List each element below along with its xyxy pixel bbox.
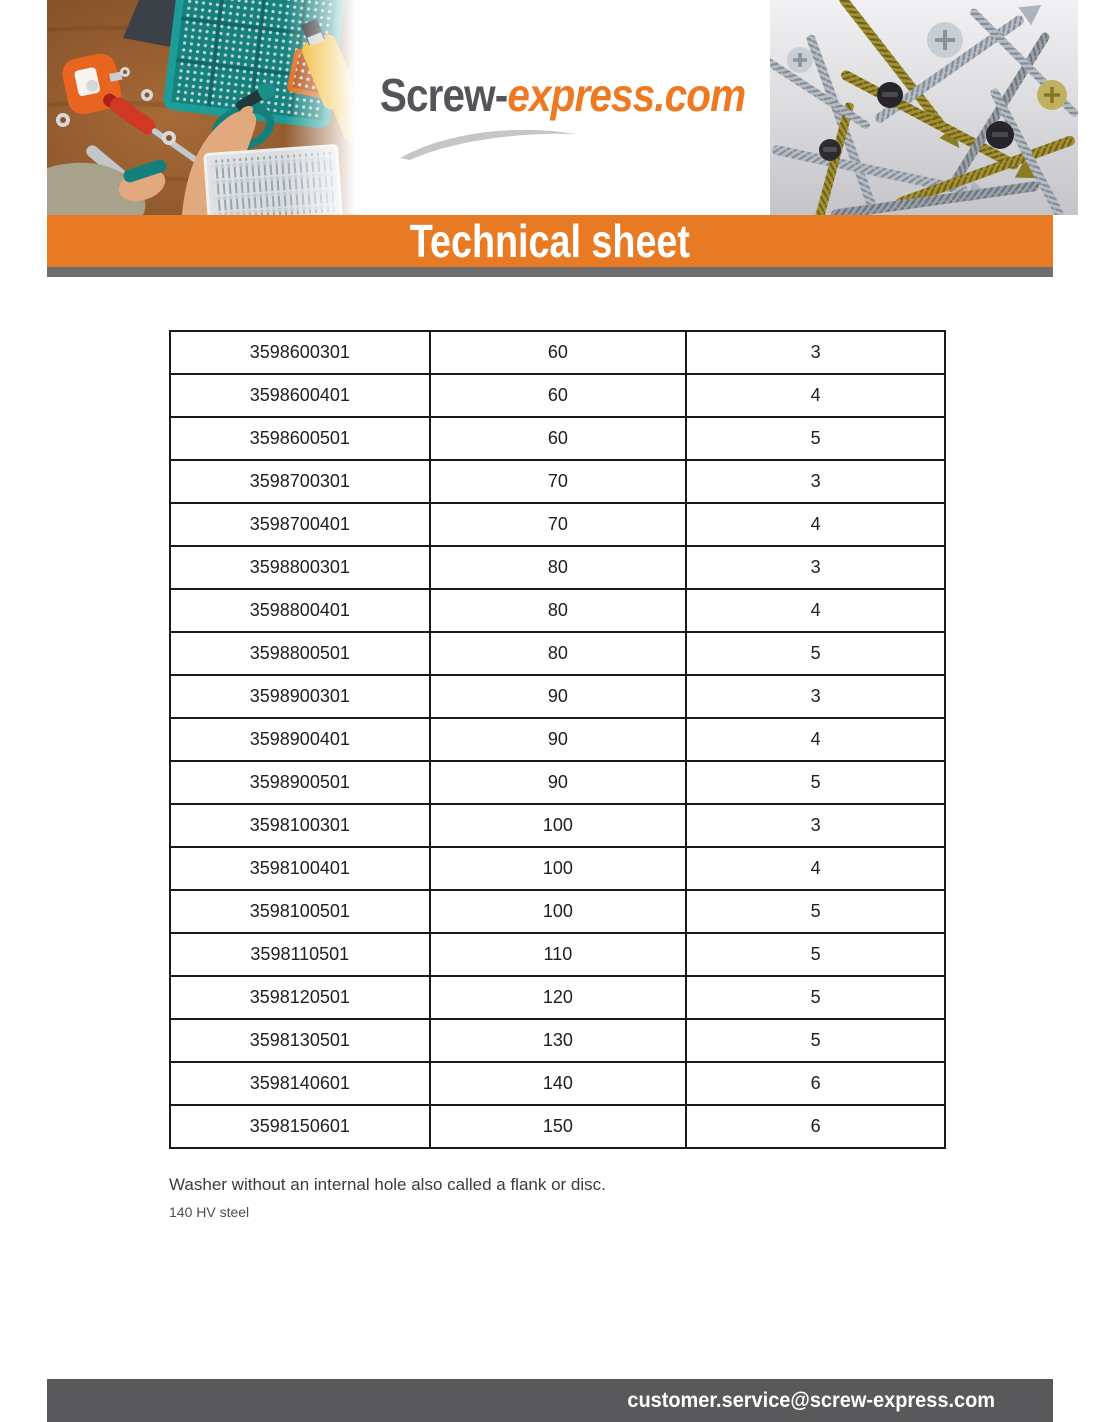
table-cell: 80	[430, 589, 687, 632]
table-row	[170, 1019, 945, 1062]
table-row	[170, 589, 945, 632]
logo-swoosh	[398, 124, 578, 160]
workbench-photo-graphic	[47, 0, 355, 215]
table-cell: 130	[430, 1019, 687, 1062]
table-cell: 5	[686, 933, 945, 976]
table-cell: 6	[686, 1062, 945, 1105]
table-cell: 3	[686, 675, 945, 718]
table-cell: 3598100501	[170, 890, 430, 933]
header-divider	[47, 267, 1053, 277]
table-row	[170, 503, 945, 546]
table-row	[170, 546, 945, 589]
page-title: Technical sheet	[409, 215, 691, 267]
spec-table	[169, 330, 946, 1149]
table-cell: 3598900301	[170, 675, 430, 718]
table-cell: 5	[686, 417, 945, 460]
table-row	[170, 675, 945, 718]
table-cell: 3598600401	[170, 374, 430, 417]
table-cell: 60	[430, 331, 687, 374]
table-row	[170, 1062, 945, 1105]
table-row	[170, 761, 945, 804]
table-cell: 3598130501	[170, 1019, 430, 1062]
workbench-photo	[47, 0, 355, 215]
material-spec: 140 HV steel	[169, 1204, 250, 1220]
footer-bar	[47, 1379, 1053, 1422]
table-cell: 110	[430, 933, 687, 976]
table-row	[170, 331, 945, 374]
table-row	[170, 847, 945, 890]
brand-logo-orange-part: express.com	[507, 69, 746, 121]
table-cell: 3598120501	[170, 976, 430, 1019]
table-row	[170, 1105, 945, 1148]
table-cell: 3598100401	[170, 847, 430, 890]
table-cell: 4	[686, 589, 945, 632]
table-cell: 3598900501	[170, 761, 430, 804]
brand-logo-gray-part: Screw-	[379, 69, 508, 121]
table-cell: 5	[686, 761, 945, 804]
table-cell: 3598150601	[170, 1105, 430, 1148]
table-cell: 70	[430, 460, 687, 503]
table-cell: 100	[430, 847, 687, 890]
table-cell: 4	[686, 374, 945, 417]
table-cell: 3	[686, 331, 945, 374]
table-cell: 3598800401	[170, 589, 430, 632]
spec-table-body	[170, 331, 945, 1148]
table-cell: 5	[686, 976, 945, 1019]
table-cell: 90	[430, 761, 687, 804]
table-cell: 4	[686, 718, 945, 761]
table-cell: 60	[430, 374, 687, 417]
table-row	[170, 417, 945, 460]
table-cell: 80	[430, 632, 687, 675]
table-row	[170, 933, 945, 976]
table-cell: 3598600301	[170, 331, 430, 374]
table-row	[170, 632, 945, 675]
table-cell: 3598700301	[170, 460, 430, 503]
table-row	[170, 374, 945, 417]
table-cell: 120	[430, 976, 687, 1019]
table-cell: 5	[686, 890, 945, 933]
table-cell: 3598110501	[170, 933, 430, 976]
table-cell: 60	[430, 417, 687, 460]
table-cell: 4	[686, 847, 945, 890]
table-cell: 3598800301	[170, 546, 430, 589]
brand-logo	[380, 68, 745, 122]
washer-description: Washer without an internal hole also called a flank or disc.	[169, 1175, 606, 1194]
table-cell: 90	[430, 675, 687, 718]
table-cell: 150	[430, 1105, 687, 1148]
table-row	[170, 804, 945, 847]
table-row	[170, 976, 945, 1019]
table-cell: 3	[686, 460, 945, 503]
table-cell: 3598600501	[170, 417, 430, 460]
table-cell: 140	[430, 1062, 687, 1105]
table-cell: 80	[430, 546, 687, 589]
screws-photo-graphic	[770, 0, 1078, 215]
table-cell: 100	[430, 890, 687, 933]
support-email: customer.service@screw-express.com	[627, 1388, 995, 1412]
table-cell: 3598900401	[170, 718, 430, 761]
table-cell: 6	[686, 1105, 945, 1148]
table-cell: 3598800501	[170, 632, 430, 675]
table-cell: 70	[430, 503, 687, 546]
table-cell: 3	[686, 804, 945, 847]
table-cell: 5	[686, 1019, 945, 1062]
table-cell: 3598700401	[170, 503, 430, 546]
table-row	[170, 718, 945, 761]
table-cell: 3598140601	[170, 1062, 430, 1105]
table-cell: 100	[430, 804, 687, 847]
screws-photo	[770, 0, 1078, 215]
table-cell: 4	[686, 503, 945, 546]
page-content	[47, 0, 1053, 1220]
table-cell: 3598100301	[170, 804, 430, 847]
header	[47, 0, 1053, 215]
table-row	[170, 890, 945, 933]
technical-sheet-banner	[47, 215, 1053, 267]
table-cell: 3	[686, 546, 945, 589]
logo-zone	[355, 0, 770, 215]
table-cell: 5	[686, 632, 945, 675]
table-row	[170, 460, 945, 503]
table-cell: 90	[430, 718, 687, 761]
